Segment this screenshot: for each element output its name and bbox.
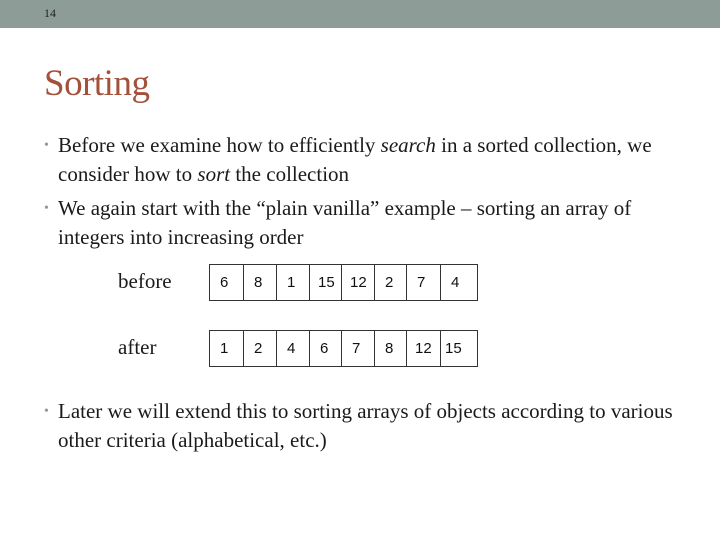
after-label: after [118,335,157,359]
array-cell: 1 [210,331,244,366]
top-bar [0,0,720,28]
bullet-text: the collection [230,162,350,186]
bullet-item [44,131,684,189]
before-label: before [118,269,172,293]
bullet-icon: • [44,138,49,153]
bullet-item [44,397,684,455]
array-cell: 15 [310,265,342,300]
array-cell: 2 [375,265,407,300]
array-cell: 7 [342,331,375,366]
array-cell: 4 [451,274,460,291]
array-cell: 6 [310,331,342,366]
before-array [209,264,478,301]
bullet-text: We again start with the “plain vanilla” example – sorting an array of integers into increasing order [58,196,632,249]
array-cell: 8 [375,331,407,366]
array-cell: 8 [244,265,277,300]
array-cell: 7 [407,265,441,300]
array-cell: 12 [342,265,375,300]
bullet-emphasis: sort [197,162,231,186]
array-cell: 6 [210,265,244,300]
array-cell: 12 [407,331,441,366]
array-cell: 1 [277,265,310,300]
bullet-text: Later we will extend this to sorting arrays of objects according to various other criteria (alphabetical, etc.) [58,399,673,452]
array-cell: 4 [277,331,310,366]
slide-number: 14 [44,6,56,20]
array-cell: 15 [445,340,462,357]
bullet-icon: • [44,404,49,419]
array-cell: 2 [244,331,277,366]
bullet-text: in a sorted collection, we consider how to [58,133,652,186]
slide-title: Sorting [44,63,150,104]
bullet-item [44,194,684,252]
bullet-icon: • [44,201,49,216]
bullet-list [44,131,684,257]
closing-bullet [44,397,684,460]
after-array [209,330,478,367]
bullet-text: Before we examine how to efficiently [58,133,381,157]
bullet-emphasis: search [380,133,436,157]
